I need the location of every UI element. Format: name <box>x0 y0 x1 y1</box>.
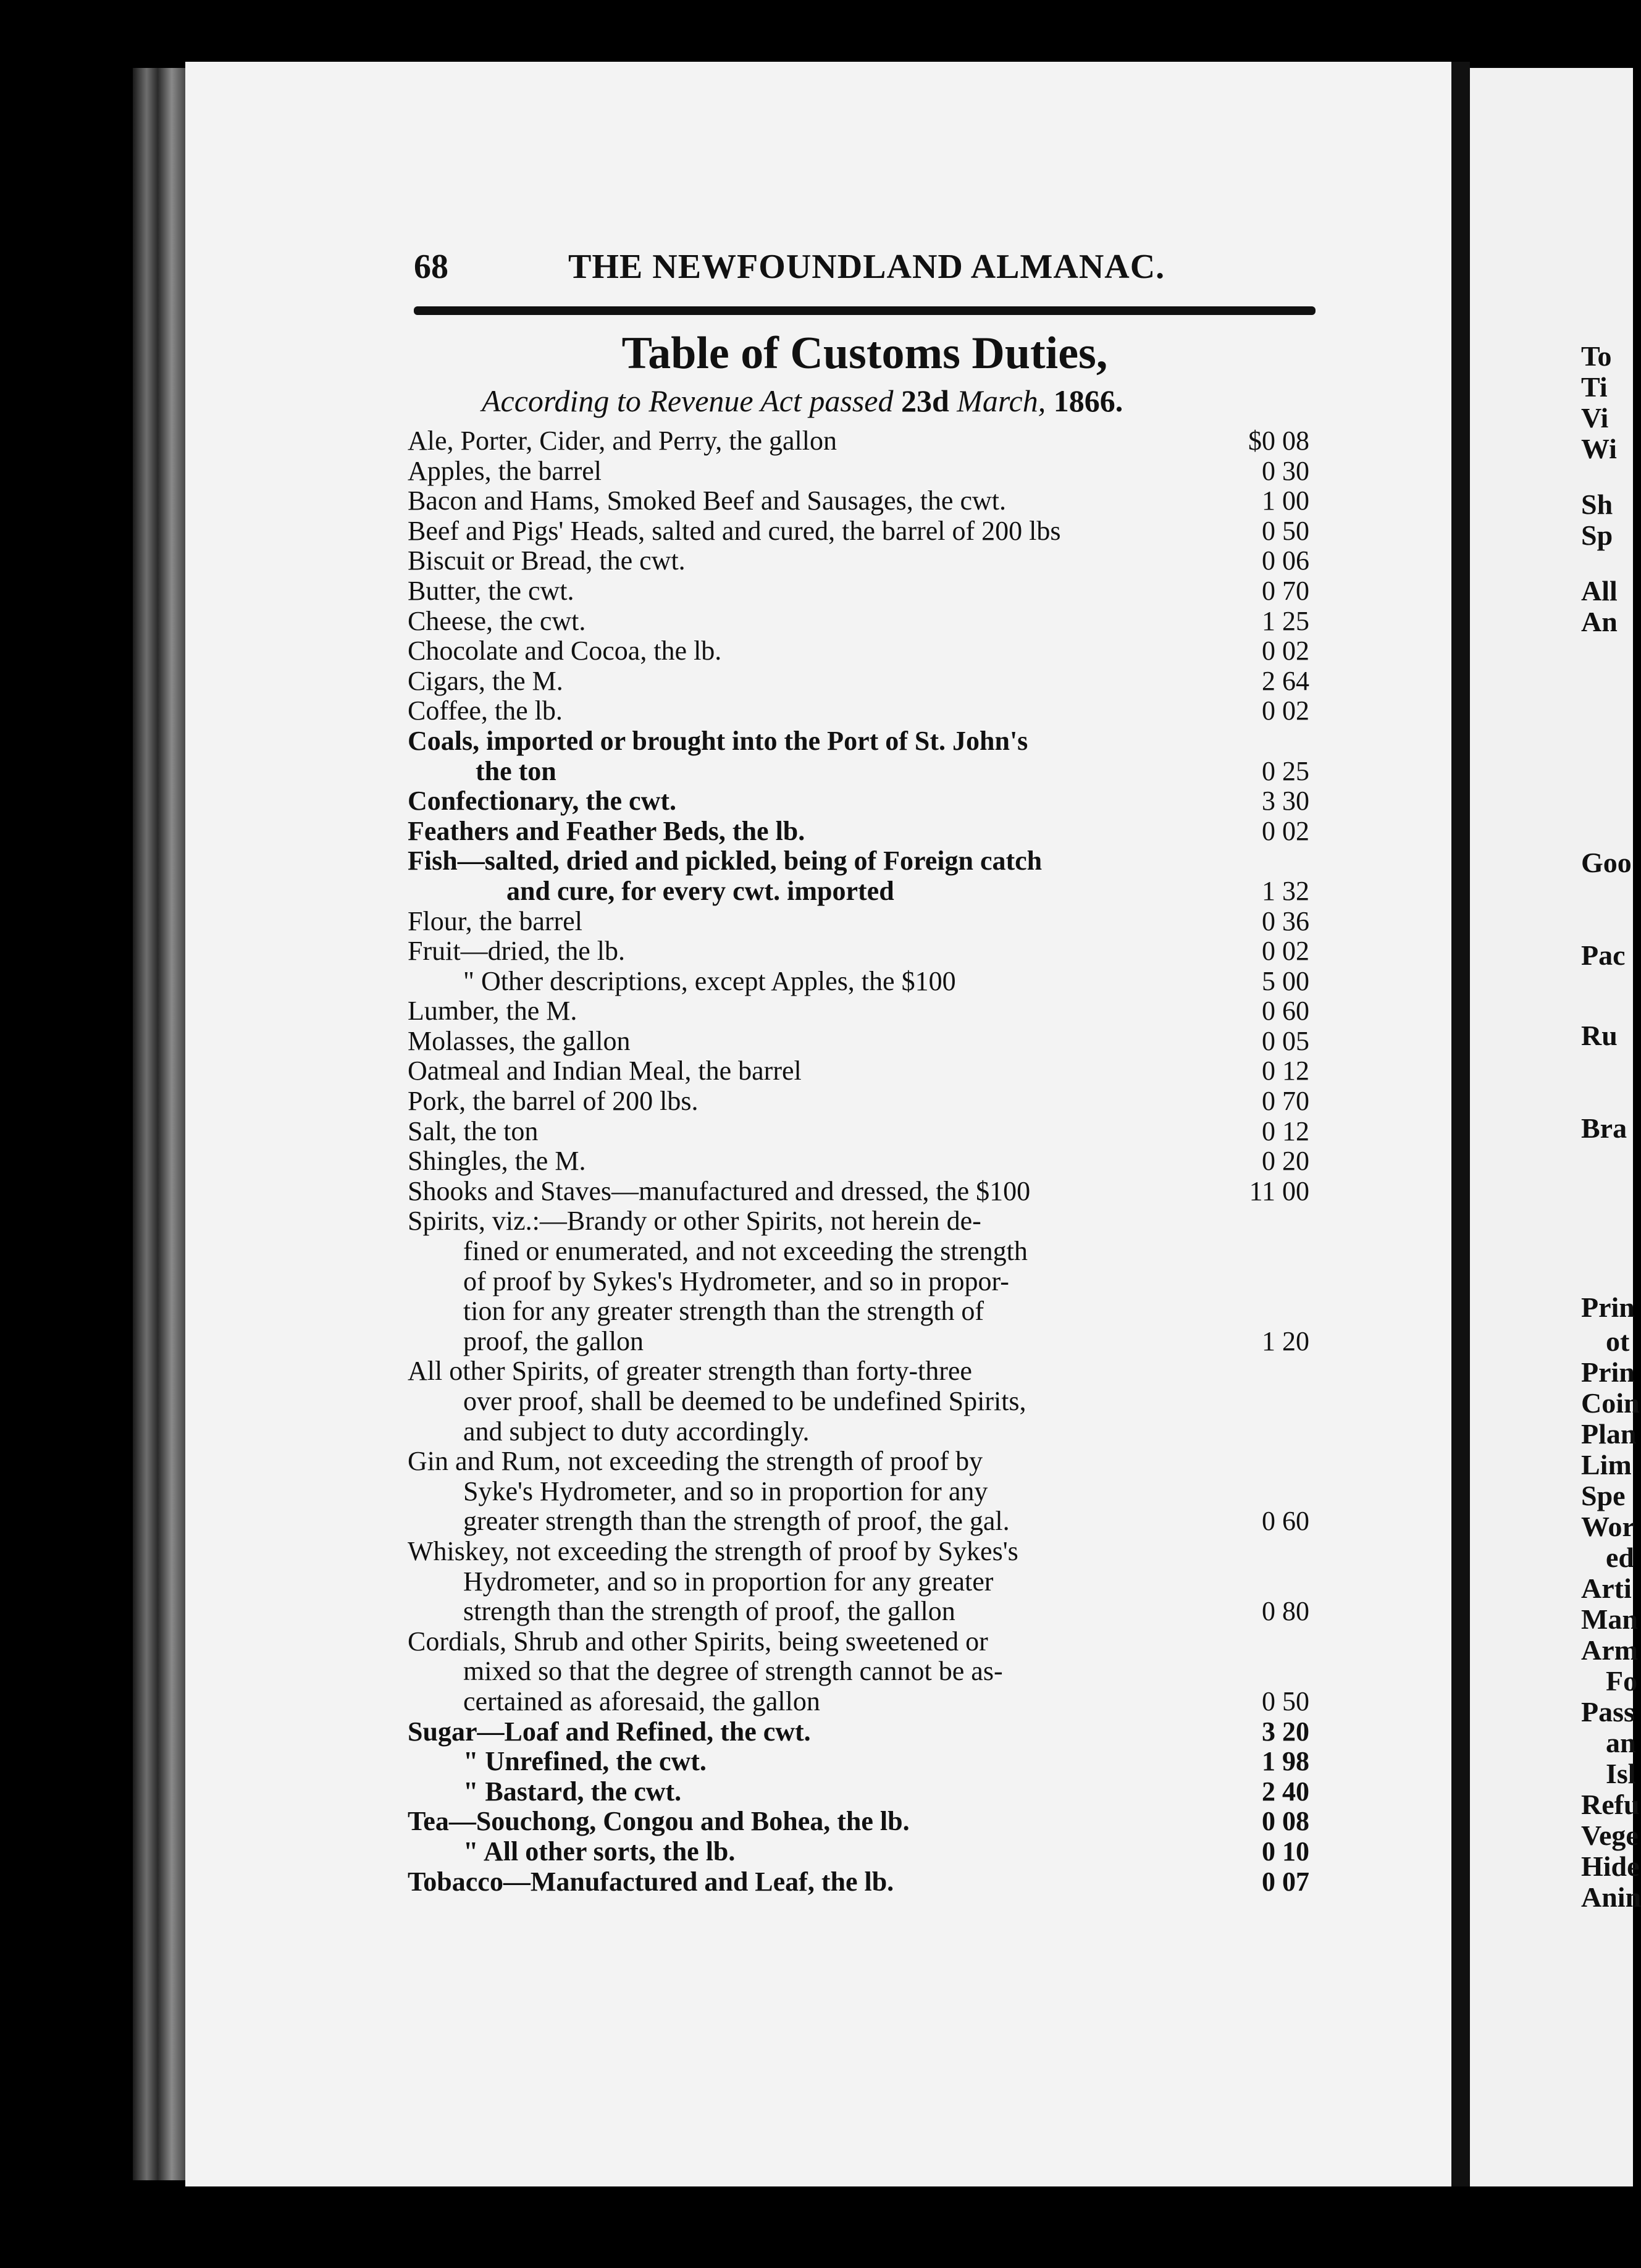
table-row <box>408 1837 1322 1867</box>
table-row <box>408 1867 1322 1897</box>
right-page-fragment: An <box>1581 606 1618 637</box>
duty-amount: 2 40 <box>1262 1776 1309 1807</box>
duty-description: Hydrometer, and so in proportion for any greater <box>463 1566 994 1597</box>
duty-amount: 0 70 <box>1262 1086 1309 1117</box>
right-page-fragment: an <box>1606 1727 1636 1758</box>
duty-description: Tea—Souchong, Congou and Bohea, the lb. <box>408 1806 910 1837</box>
table-row <box>408 576 1322 607</box>
duty-amount: 0 60 <box>1262 1506 1309 1537</box>
duty-amount: 0 60 <box>1262 996 1309 1027</box>
right-page-fragment: ot <box>1606 1325 1630 1357</box>
table-row <box>408 1296 1322 1327</box>
duty-amount: 0 12 <box>1262 1115 1309 1146</box>
table-row <box>408 876 1322 907</box>
table-row <box>408 786 1322 817</box>
table-row <box>408 1537 1322 1567</box>
header-rule <box>414 306 1316 315</box>
page-gutter <box>1451 62 1470 2186</box>
duty-description: Shingles, the M. <box>408 1146 586 1177</box>
table-row <box>408 696 1322 726</box>
duty-description: Feathers and Feather Beds, the lb. <box>408 815 805 846</box>
duty-description: Syke's Hydrometer, and so in proportion for any <box>463 1476 988 1506</box>
duty-description: over proof, shall be deemed to be undefined Spirits, <box>463 1386 1026 1416</box>
duty-amount: 2 64 <box>1262 665 1309 696</box>
table-row <box>408 936 1322 967</box>
duty-amount: 0 20 <box>1262 1146 1309 1177</box>
subtitle-year: 1866. <box>1053 384 1123 418</box>
duty-amount: 0 08 <box>1262 1806 1309 1837</box>
duty-description: Coals, imported or brought into the Port of St. John's <box>408 725 1028 756</box>
table-row <box>408 1177 1322 1207</box>
right-page-fragment: Arti <box>1581 1573 1632 1604</box>
duty-description: " Unrefined, the cwt. <box>463 1746 707 1777</box>
table-row <box>408 1356 1322 1387</box>
table-row <box>408 546 1322 576</box>
table-row <box>408 486 1322 516</box>
duty-description: Cheese, the cwt. <box>408 605 586 636</box>
right-page-fragment: Refu <box>1581 1789 1640 1820</box>
table-row <box>408 1597 1322 1627</box>
duty-description: Salt, the ton <box>408 1115 539 1146</box>
duty-amount: 0 12 <box>1262 1056 1309 1086</box>
table-row <box>408 1657 1322 1687</box>
duty-amount: 1 25 <box>1262 605 1309 636</box>
table-row <box>408 516 1322 547</box>
duty-description: All other Spirits, of greater strength than forty-three <box>408 1356 972 1387</box>
duty-amount: 0 05 <box>1262 1025 1309 1056</box>
table-row <box>408 426 1322 456</box>
table-row <box>408 456 1322 487</box>
duty-description: Sugar—Loaf and Refined, the cwt. <box>408 1716 811 1747</box>
table-row <box>408 1717 1322 1747</box>
table-row <box>408 1327 1322 1357</box>
duty-amount: 0 02 <box>1262 636 1309 666</box>
table-row <box>408 817 1322 847</box>
duty-amount: 0 06 <box>1262 545 1309 576</box>
duty-amount: 0 02 <box>1262 815 1309 846</box>
table-row <box>408 607 1322 637</box>
right-page-fragment: Man <box>1581 1603 1638 1635</box>
table-row <box>408 1146 1322 1177</box>
table-title: Table of Customs Duties, <box>621 328 1108 379</box>
duty-description: strength than the strength of proof, the gallon <box>463 1596 955 1627</box>
duty-description: Molasses, the gallon <box>408 1025 631 1056</box>
duty-description: Cigars, the M. <box>408 665 563 696</box>
duty-description: greater strength than the strength of proof, the gal. <box>463 1506 1010 1537</box>
duty-description: " Bastard, the cwt. <box>463 1776 682 1807</box>
duty-amount: 0 30 <box>1262 455 1309 486</box>
right-page-fragment: Isl <box>1606 1758 1636 1789</box>
duty-description: " All other sorts, the lb. <box>463 1836 736 1867</box>
right-page-fragment: Ru <box>1581 1020 1618 1051</box>
duty-description: the ton <box>476 755 556 786</box>
right-page-fragment: Bra <box>1581 1112 1627 1144</box>
table-row <box>408 726 1322 757</box>
duty-description: Fruit—dried, the lb. <box>408 936 625 967</box>
duty-description: Pork, the barrel of 200 lbs. <box>408 1086 699 1117</box>
table-subtitle <box>482 383 1123 419</box>
duty-description: Butter, the cwt. <box>408 575 574 606</box>
right-page-fragment: Pac <box>1581 939 1626 971</box>
table-row <box>408 757 1322 787</box>
right-page-fragment: Vi <box>1581 402 1609 434</box>
duty-amount: 1 98 <box>1262 1746 1309 1777</box>
duty-amount: 3 20 <box>1262 1716 1309 1747</box>
duty-description: Oatmeal and Indian Meal, the barrel <box>408 1056 802 1086</box>
table-row <box>408 846 1322 876</box>
right-page-fragment: Spe <box>1581 1480 1626 1511</box>
duty-amount: 1 32 <box>1262 875 1309 906</box>
duty-description: Spirits, viz.:—Brandy or other Spirits, not herein de- <box>408 1206 981 1237</box>
duty-amount: 3 30 <box>1262 786 1309 817</box>
duty-amount: 0 70 <box>1262 575 1309 606</box>
table-row <box>408 907 1322 937</box>
duty-amount: $0 08 <box>1248 426 1309 456</box>
book-spine <box>133 68 188 2180</box>
running-title: THE NEWFOUNDLAND ALMANAC. <box>568 248 1165 286</box>
duty-amount: 1 00 <box>1262 485 1309 516</box>
table-row <box>408 1086 1322 1117</box>
duty-amount: 5 00 <box>1262 965 1309 996</box>
duty-description: Tobacco—Manufactured and Leaf, the lb. <box>408 1866 894 1897</box>
duty-description: of proof by Sykes's Hydrometer, and so in propor- <box>463 1266 1009 1296</box>
right-page-fragment: Plan <box>1581 1418 1637 1450</box>
duty-description: Fish—salted, dried and pickled, being of Foreign catch <box>408 846 1043 876</box>
duty-description: Shooks and Staves—manufactured and dressed, the $100 <box>408 1175 1031 1206</box>
subtitle-lead: According to Revenue Act passed <box>482 384 894 418</box>
duty-description: Flour, the barrel <box>408 905 582 936</box>
right-page-fragment: Wor <box>1581 1511 1635 1542</box>
table-row <box>408 1056 1322 1086</box>
duty-amount: 0 25 <box>1262 755 1309 786</box>
right-page-fragment: Sh <box>1581 489 1613 520</box>
table-row <box>408 636 1322 666</box>
duty-amount: 0 10 <box>1262 1836 1309 1867</box>
duty-description: Confectionary, the cwt. <box>408 786 677 817</box>
table-row <box>408 1206 1322 1237</box>
right-page-fragment: Vege <box>1581 1820 1639 1851</box>
table-row <box>408 1027 1322 1057</box>
duty-amount: 0 80 <box>1262 1596 1309 1627</box>
table-row <box>408 1447 1322 1477</box>
subtitle-date: 23d <box>900 384 949 418</box>
duty-description: Biscuit or Bread, the cwt. <box>408 545 686 576</box>
duty-description: and cure, for every cwt. imported <box>506 875 894 906</box>
right-page-fragment: Lim <box>1581 1449 1632 1480</box>
duty-description: " Other descriptions, except Apples, the $100 <box>463 965 956 996</box>
duty-description: tion for any greater strength than the strength of <box>463 1296 984 1327</box>
duty-amount: 11 00 <box>1249 1175 1309 1206</box>
table-row <box>408 1627 1322 1657</box>
duty-description: Coffee, the lb. <box>408 695 563 726</box>
right-page-fragment: Coin <box>1581 1387 1640 1419</box>
duty-description: fined or enumerated, and not exceeding the strength <box>463 1236 1028 1267</box>
duties-table <box>408 426 1322 1897</box>
page-number: 68 <box>414 248 448 286</box>
right-page-fragment: Prin <box>1581 1292 1635 1323</box>
table-row <box>408 666 1322 697</box>
right-page-fragment: Arm <box>1581 1634 1638 1666</box>
duty-description: proof, the gallon <box>463 1325 644 1356</box>
duty-description: Gin and Rum, not exceeding the strength of proof by <box>408 1446 983 1477</box>
right-page-fragment: Fo <box>1606 1665 1638 1697</box>
running-header <box>414 247 1316 290</box>
right-page-fragment: Wi <box>1581 433 1617 464</box>
duty-description: Chocolate and Cocoa, the lb. <box>408 636 722 666</box>
table-row <box>408 1387 1322 1417</box>
duty-amount: 0 36 <box>1262 905 1309 936</box>
duty-description: Beef and Pigs' Heads, salted and cured, the barrel of 200 lbs <box>408 515 1061 546</box>
right-page-fragment: All <box>1581 575 1618 607</box>
right-page-fragment: Anin <box>1581 1881 1641 1913</box>
duty-description: Bacon and Hams, Smoked Beef and Sausages, the cwt. <box>408 485 1006 516</box>
right-page-fragment: Ti <box>1581 371 1608 403</box>
right-page-fragment: Prin <box>1581 1356 1635 1388</box>
table-row <box>408 1417 1322 1447</box>
duty-description: mixed so that the degree of strength cannot be as- <box>463 1656 1003 1687</box>
duty-description: Cordials, Shrub and other Spirits, being sweetened or <box>408 1626 988 1657</box>
table-row <box>408 1477 1322 1507</box>
right-page-fragment: To <box>1581 340 1612 372</box>
duty-amount: 1 20 <box>1262 1325 1309 1356</box>
duty-amount: 0 07 <box>1262 1866 1309 1897</box>
table-row <box>408 1117 1322 1147</box>
duty-description: Lumber, the M. <box>408 996 577 1027</box>
table-row <box>408 1777 1322 1807</box>
duty-amount: 0 02 <box>1262 695 1309 726</box>
right-page-fragment: Hide <box>1581 1850 1640 1882</box>
duty-amount: 0 02 <box>1262 936 1309 967</box>
duty-description: certained as aforesaid, the gallon <box>463 1686 820 1716</box>
duty-description: Ale, Porter, Cider, and Perry, the gallon <box>408 426 837 456</box>
right-page-fragment: Goo <box>1581 847 1632 878</box>
table-row <box>408 967 1322 997</box>
table-row <box>408 1747 1322 1777</box>
table-row <box>408 1506 1322 1537</box>
duty-description: and subject to duty accordingly. <box>463 1416 810 1447</box>
table-row <box>408 1687 1322 1717</box>
right-page-fragment: Pass <box>1581 1696 1635 1728</box>
table-row <box>408 1237 1322 1267</box>
table-row <box>408 1267 1322 1297</box>
table-row <box>408 1567 1322 1597</box>
right-page-fragment: Sp <box>1581 519 1613 551</box>
duty-amount: 0 50 <box>1262 515 1309 546</box>
table-row <box>408 1807 1322 1837</box>
duty-description: Apples, the barrel <box>408 455 602 486</box>
subtitle-month: March, <box>957 384 1046 418</box>
right-page-fragment: ed <box>1606 1542 1634 1573</box>
table-row <box>408 996 1322 1027</box>
duty-description: Whiskey, not exceeding the strength of proof by Sykes's <box>408 1535 1018 1566</box>
duty-amount: 0 50 <box>1262 1686 1309 1716</box>
